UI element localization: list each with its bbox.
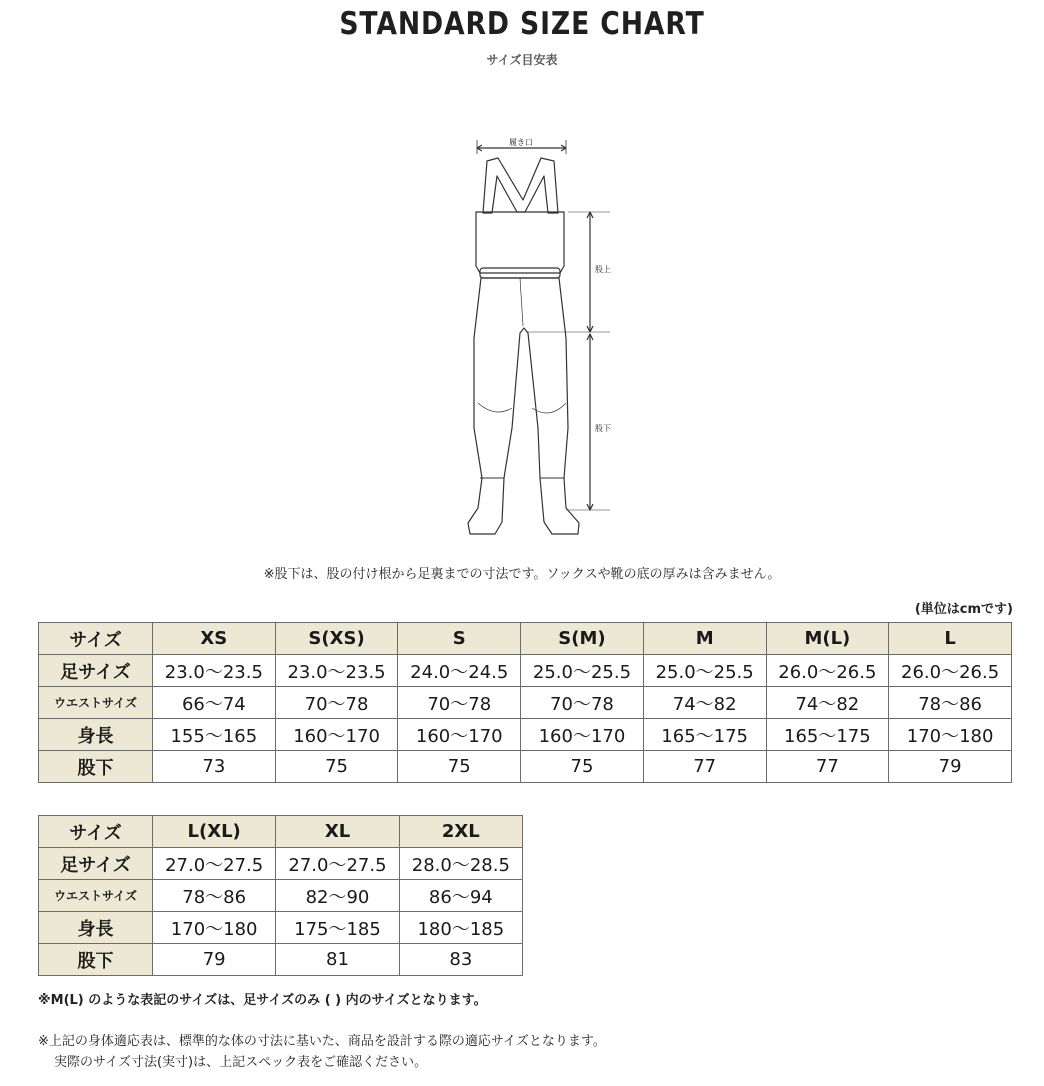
table-header-cell: XS — [153, 623, 276, 655]
table-cell: 73 — [153, 751, 276, 783]
table-header-cell: S(M) — [521, 623, 644, 655]
table-row — [39, 751, 1012, 783]
table-header-cell: サイズ — [39, 816, 153, 848]
table-cell: 170〜180 — [889, 719, 1012, 751]
table-row — [39, 687, 1012, 719]
inseam-label: 股下 — [595, 424, 611, 433]
table-cell: 26.0〜26.5 — [766, 655, 889, 687]
table-cell: 170〜180 — [153, 912, 276, 944]
table-cell: 77 — [643, 751, 766, 783]
row-label: 身長 — [39, 719, 153, 751]
table-header-cell: M — [643, 623, 766, 655]
table-row — [39, 719, 1012, 751]
inseam-note: ※股下は、股の付け根から足裏までの寸法です。ソックスや靴の底の厚みは含みません。 — [263, 567, 781, 582]
table-cell: 74〜82 — [643, 687, 766, 719]
table-cell: 25.0〜25.5 — [521, 655, 644, 687]
table-cell: 25.0〜25.5 — [643, 655, 766, 687]
table-cell: 86〜94 — [399, 880, 522, 912]
wader-diagram — [440, 128, 620, 548]
table-cell: 23.0〜23.5 — [275, 655, 398, 687]
table-header-cell: S(XS) — [275, 623, 398, 655]
table-header-cell: L(XL) — [153, 816, 276, 848]
table-cell: 165〜175 — [766, 719, 889, 751]
table-cell: 155〜165 — [153, 719, 276, 751]
table-cell: 78〜86 — [153, 880, 276, 912]
table-cell: 160〜170 — [521, 719, 644, 751]
table-header-cell: XL — [276, 816, 399, 848]
row-label: 足サイズ — [39, 848, 153, 880]
table-cell: 70〜78 — [521, 687, 644, 719]
suspender-straps — [483, 158, 558, 213]
table-cell: 77 — [766, 751, 889, 783]
row-label: ウエストサイズ — [39, 880, 153, 912]
fit-note-line-1: ※上記の身体適応表は、標準的な体の寸法に基いた、商品を設計する際の適応サイズとなります。 — [38, 1034, 606, 1049]
size-table-main — [38, 622, 1012, 783]
table-cell: 27.0〜27.5 — [153, 848, 276, 880]
table-cell: 83 — [399, 944, 522, 976]
table-cell: 70〜78 — [398, 687, 521, 719]
table-row — [39, 912, 523, 944]
table-cell: 75 — [521, 751, 644, 783]
fit-note-line-2: 実際のサイズ寸法(実寸)は、上記スペック表をご確認ください。 — [54, 1055, 428, 1070]
row-label: 身長 — [39, 912, 153, 944]
table-row — [39, 944, 523, 976]
table-cell: 66〜74 — [153, 687, 276, 719]
table-cell: 79 — [153, 944, 276, 976]
row-label: 足サイズ — [39, 655, 153, 687]
row-label: 股下 — [39, 751, 153, 783]
table-cell: 165〜175 — [643, 719, 766, 751]
table-header-cell: S — [398, 623, 521, 655]
opening-label: 履き口 — [509, 138, 533, 147]
table-cell: 175〜185 — [276, 912, 399, 944]
row-label: ウエストサイズ — [39, 687, 153, 719]
fit-note — [38, 1031, 606, 1073]
table-row — [39, 848, 523, 880]
table-cell: 23.0〜23.5 — [153, 655, 276, 687]
table-cell: 27.0〜27.5 — [276, 848, 399, 880]
table-header-cell: M(L) — [766, 623, 889, 655]
unit-note: (単位はcmです) — [914, 602, 1013, 617]
legs-and-boots — [468, 278, 579, 534]
bracket-size-note: ※M(L) のような表記のサイズは、足サイズのみ ( ) 内のサイズとなります。 — [38, 993, 487, 1008]
table-cell: 28.0〜28.5 — [399, 848, 522, 880]
table-cell: 79 — [889, 751, 1012, 783]
table-cell: 75 — [275, 751, 398, 783]
table-header-cell: L — [889, 623, 1012, 655]
table-cell: 180〜185 — [399, 912, 522, 944]
table-cell: 160〜170 — [398, 719, 521, 751]
table-header-cell: サイズ — [39, 623, 153, 655]
table-header-cell: 2XL — [399, 816, 522, 848]
size-table-large — [38, 815, 523, 976]
table-cell: 70〜78 — [275, 687, 398, 719]
table-cell: 160〜170 — [275, 719, 398, 751]
table-cell: 81 — [276, 944, 399, 976]
table-row — [39, 880, 523, 912]
table-cell: 75 — [398, 751, 521, 783]
rise-label: 股上 — [595, 265, 611, 274]
table-cell: 78〜86 — [889, 687, 1012, 719]
table-header-row — [39, 623, 1012, 655]
page-title: STANDARD SIZE CHART — [339, 6, 705, 42]
page-subtitle: サイズ目安表 — [486, 53, 558, 67]
table-header-row — [39, 816, 523, 848]
table-cell: 26.0〜26.5 — [889, 655, 1012, 687]
row-label: 股下 — [39, 944, 153, 976]
bib-body — [476, 212, 564, 273]
table-cell: 74〜82 — [766, 687, 889, 719]
table-row — [39, 655, 1012, 687]
table-cell: 24.0〜24.5 — [398, 655, 521, 687]
table-cell: 82〜90 — [276, 880, 399, 912]
